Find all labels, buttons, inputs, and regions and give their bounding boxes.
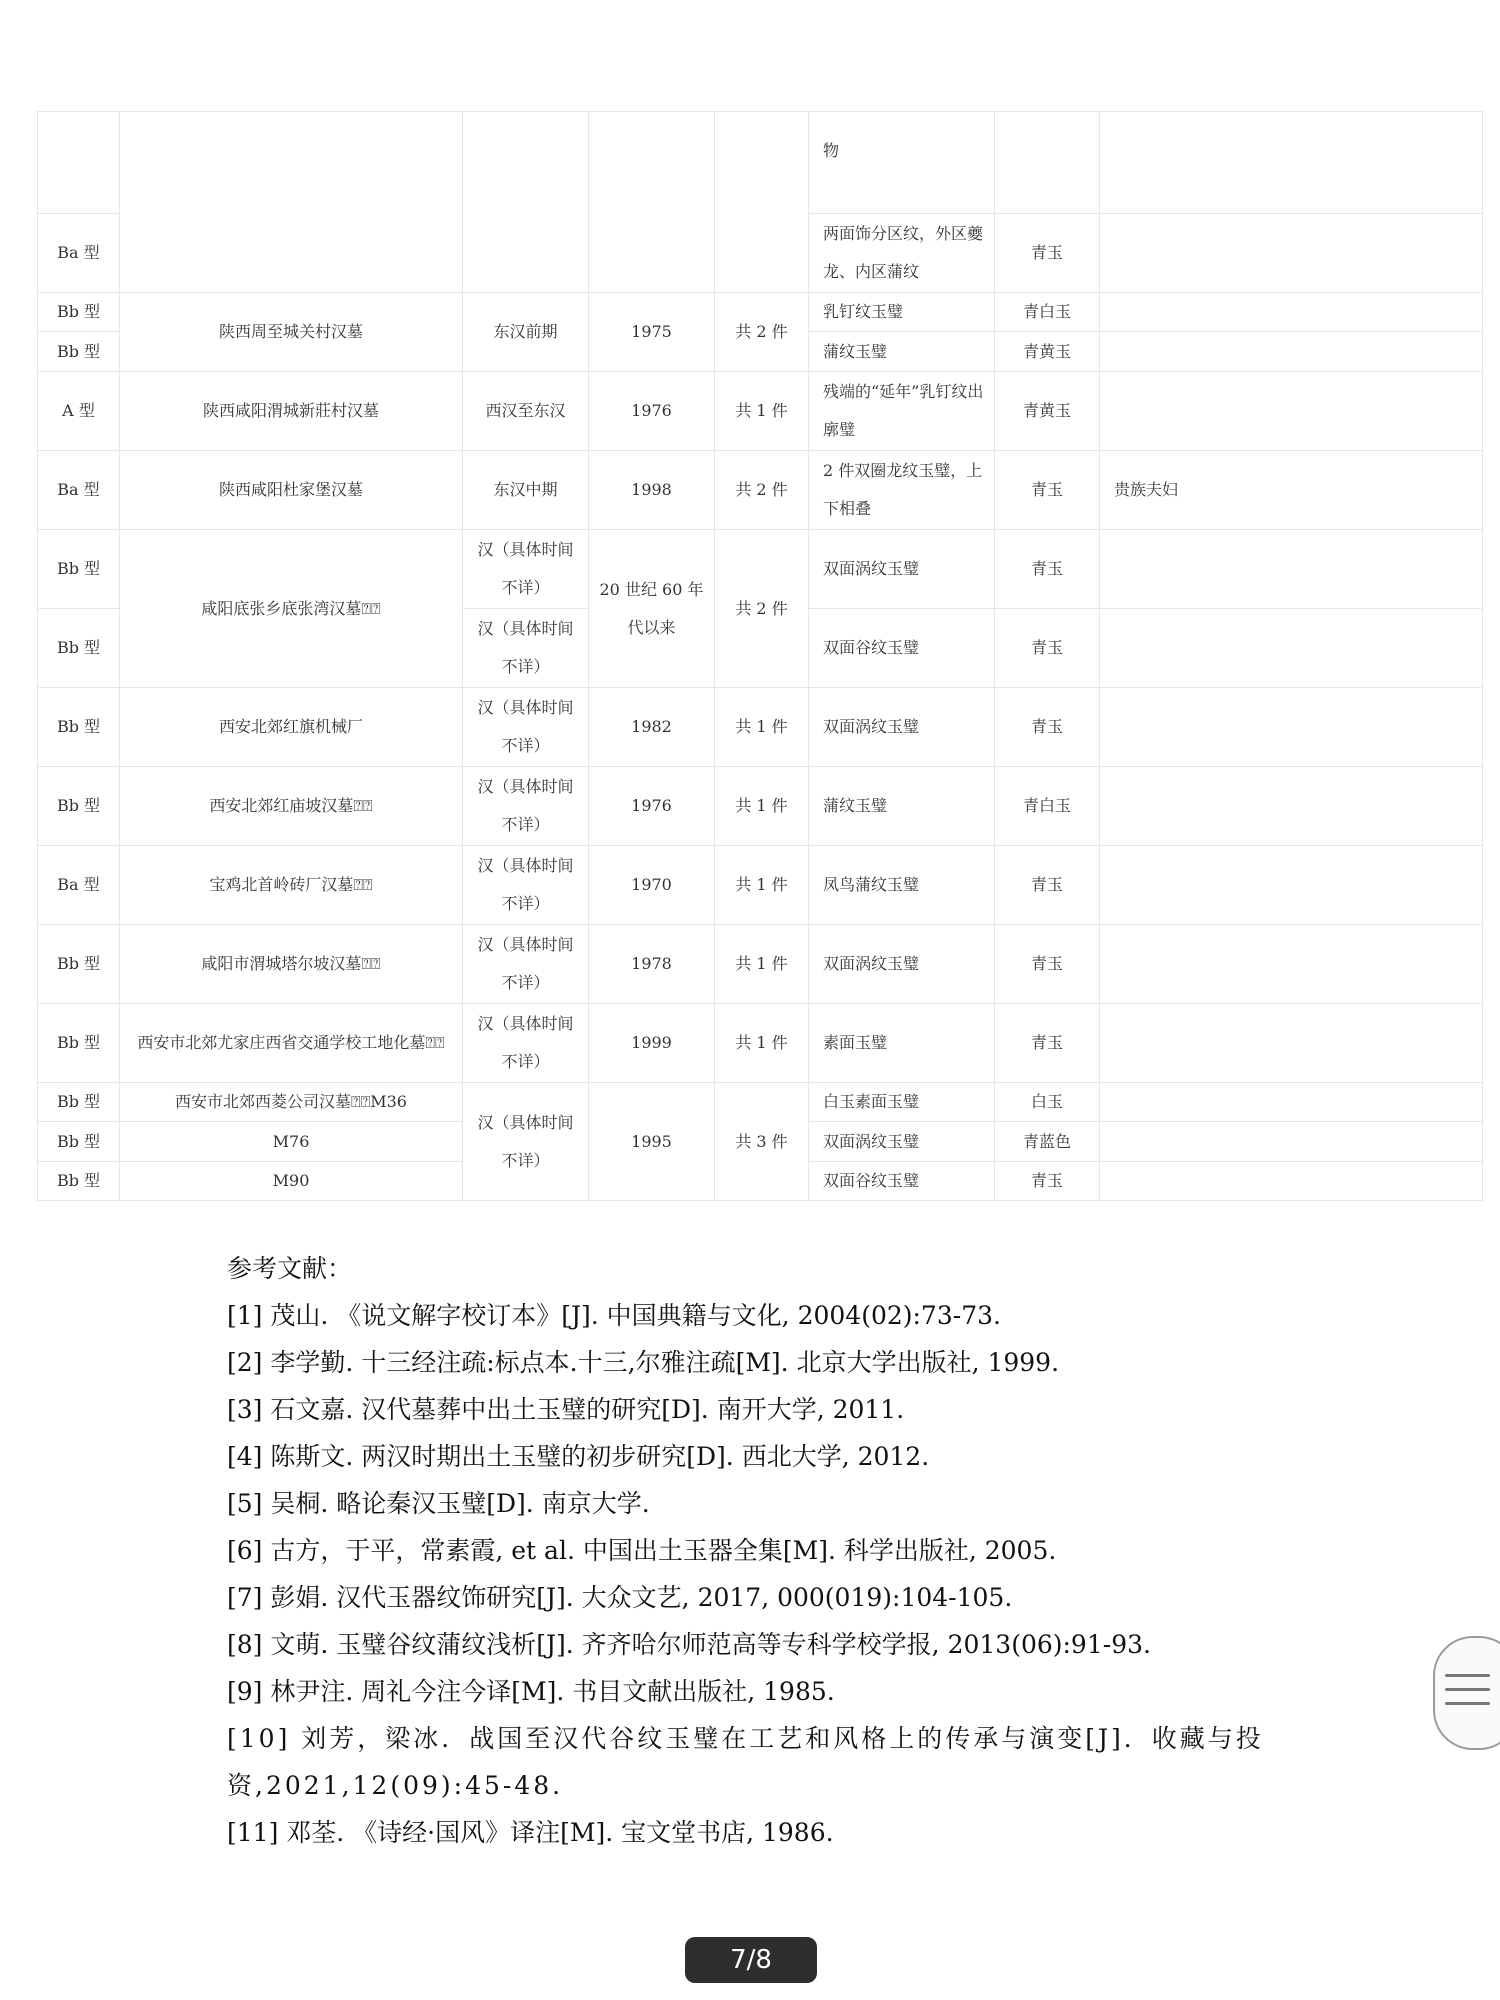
note-cell	[1100, 767, 1483, 846]
material-cell	[995, 112, 1100, 214]
count-cell: 共 1 件	[715, 925, 809, 1004]
count-cell: 共 2 件	[715, 451, 809, 530]
desc-cell: 双面谷纹玉璧	[809, 609, 995, 688]
year-cell: 1982	[589, 688, 715, 767]
year-cell: 1975	[589, 293, 715, 372]
note-cell	[1100, 112, 1483, 214]
material-cell: 青黄玉	[995, 372, 1100, 451]
count-cell: 共 2 件	[715, 293, 809, 372]
note-cell	[1100, 1004, 1483, 1083]
year-cell: 20 世纪 60 年代以来	[589, 530, 715, 688]
type-cell: Bb 型	[38, 332, 120, 372]
material-cell: 青黄玉	[995, 332, 1100, 372]
type-cell	[38, 112, 120, 214]
material-cell: 青蓝色	[995, 1122, 1100, 1162]
material-cell: 青玉	[995, 846, 1100, 925]
desc-cell: 双面涡纹玉璧	[809, 925, 995, 1004]
material-cell: 青玉	[995, 451, 1100, 530]
desc-cell: 乳钉纹玉璧	[809, 293, 995, 332]
table-row	[38, 1083, 1483, 1122]
period-cell: 东汉前期	[463, 293, 589, 372]
note-cell	[1100, 609, 1483, 688]
type-cell: A 型	[38, 372, 120, 451]
site-cell: 西安北郊红旗机械厂	[120, 688, 463, 767]
desc-cell: 双面谷纹玉璧	[809, 1162, 995, 1201]
material-cell: 青玉	[995, 214, 1100, 293]
reference-item: [8] 文萌. 玉璧谷纹蒲纹浅析[J]. 齐齐哈尔师范高等专科学校学报, 2013(06):91-93.	[227, 1630, 1151, 1659]
type-cell: Ba 型	[38, 846, 120, 925]
table-row	[38, 293, 1483, 332]
site-cell: 咸阳底张乡底张湾汉墓⍰⍰	[120, 530, 463, 688]
note-cell	[1100, 214, 1483, 293]
desc-cell: 两面饰分区纹，外区夔龙、内区蒲纹	[809, 214, 995, 293]
desc-cell: 双面涡纹玉璧	[809, 530, 995, 609]
menu-line	[1445, 1674, 1490, 1677]
type-cell: Ba 型	[38, 214, 120, 293]
period-cell	[463, 112, 589, 293]
type-cell: Bb 型	[38, 1162, 120, 1201]
material-cell: 青白玉	[995, 767, 1100, 846]
material-cell: 青玉	[995, 1004, 1100, 1083]
note-cell	[1100, 293, 1483, 332]
type-cell: Ba 型	[38, 451, 120, 530]
site-cell: M76	[120, 1122, 463, 1162]
desc-cell: 物	[809, 112, 995, 214]
period-cell: 西汉至东汉	[463, 372, 589, 451]
count-cell	[715, 112, 809, 293]
references-heading: 参考文献：	[227, 1254, 353, 1283]
desc-cell: 2 件双圈龙纹玉璧，上下相叠	[809, 451, 995, 530]
period-cell: 汉（具体时间不详）	[463, 925, 589, 1004]
table-row	[38, 530, 1483, 609]
material-cell: 白玉	[995, 1083, 1100, 1122]
period-cell: 汉（具体时间不详）	[463, 530, 589, 609]
desc-cell: 残端的“延年”乳钉纹出廓璧	[809, 372, 995, 451]
type-cell: Bb 型	[38, 925, 120, 1004]
note-cell	[1100, 1122, 1483, 1162]
count-cell: 共 1 件	[715, 372, 809, 451]
references-section	[227, 1245, 1287, 1856]
type-cell: Bb 型	[38, 1083, 120, 1122]
menu-lines-icon[interactable]	[1433, 1636, 1500, 1750]
note-cell	[1100, 1162, 1483, 1201]
desc-cell: 蒲纹玉璧	[809, 332, 995, 372]
note-cell	[1100, 332, 1483, 372]
type-cell: Bb 型	[38, 1122, 120, 1162]
type-cell: Bb 型	[38, 767, 120, 846]
reference-item: [11] 邓荃. 《诗经·国风》译注[M]. 宝文堂书店, 1986.	[227, 1818, 834, 1847]
reference-item: [7] 彭娟. 汉代玉器纹饰研究[J]. 大众文艺, 2017, 000(019):104-105.	[227, 1583, 1013, 1612]
menu-line	[1445, 1688, 1490, 1691]
material-cell: 青白玉	[995, 293, 1100, 332]
table-row	[38, 767, 1483, 846]
table-row	[38, 688, 1483, 767]
year-cell: 1976	[589, 372, 715, 451]
reference-item: [6] 古方，于平，常素霞, et al. 中国出土玉器全集[M]. 科学出版社, 2005.	[227, 1536, 1057, 1565]
site-cell: 陕西咸阳渭城新莊村汉墓	[120, 372, 463, 451]
desc-cell: 凤鸟蒲纹玉璧	[809, 846, 995, 925]
menu-line	[1445, 1702, 1490, 1705]
year-cell: 1995	[589, 1083, 715, 1201]
reference-item: [1] 茂山. 《说文解字校订本》[J]. 中国典籍与文化, 2004(02):73-73.	[227, 1301, 1001, 1330]
year-cell: 1998	[589, 451, 715, 530]
note-cell	[1100, 688, 1483, 767]
desc-cell: 白玉素面玉璧	[809, 1083, 995, 1122]
type-cell: Bb 型	[38, 1004, 120, 1083]
material-cell: 青玉	[995, 1162, 1100, 1201]
type-cell: Bb 型	[38, 293, 120, 332]
material-cell: 青玉	[995, 688, 1100, 767]
count-cell: 共 1 件	[715, 846, 809, 925]
period-cell: 汉（具体时间不详）	[463, 1083, 589, 1201]
count-cell: 共 2 件	[715, 530, 809, 688]
period-cell: 汉（具体时间不详）	[463, 1004, 589, 1083]
desc-cell: 双面涡纹玉璧	[809, 1122, 995, 1162]
table-row	[38, 846, 1483, 925]
note-cell	[1100, 530, 1483, 609]
count-cell: 共 1 件	[715, 1004, 809, 1083]
site-cell: M90	[120, 1162, 463, 1201]
site-cell: 陕西咸阳杜家堡汉墓	[120, 451, 463, 530]
note-cell	[1100, 925, 1483, 1004]
material-cell: 青玉	[995, 609, 1100, 688]
relic-table	[37, 111, 1483, 1201]
reference-item: [10] 刘芳，梁冰．战国至汉代谷纹玉璧在工艺和风格上的传承与演变[J]．收藏与投资,2021,12(09):45-48.	[227, 1724, 1264, 1800]
year-cell: 1978	[589, 925, 715, 1004]
count-cell: 共 1 件	[715, 767, 809, 846]
page-indicator: 7/8	[685, 1937, 817, 1983]
note-cell	[1100, 1083, 1483, 1122]
site-cell: 西安北郊红庙坡汉墓⍰⍰	[120, 767, 463, 846]
material-cell: 青玉	[995, 925, 1100, 1004]
year-cell	[589, 112, 715, 293]
note-cell	[1100, 846, 1483, 925]
count-cell: 共 3 件	[715, 1083, 809, 1201]
period-cell: 汉（具体时间不详）	[463, 846, 589, 925]
table-row	[38, 925, 1483, 1004]
reference-item: [9] 林尹注. 周礼今注今译[M]. 书目文献出版社, 1985.	[227, 1677, 835, 1706]
site-cell: 咸阳市渭城塔尔坡汉墓⍰⍰	[120, 925, 463, 1004]
desc-cell: 双面涡纹玉璧	[809, 688, 995, 767]
reference-item: [3] 石文嘉. 汉代墓葬中出土玉璧的研究[D]. 南开大学, 2011.	[227, 1395, 905, 1424]
period-cell: 汉（具体时间不详）	[463, 688, 589, 767]
note-cell	[1100, 372, 1483, 451]
reference-item: [2] 李学勤. 十三经注疏:标点本.十三,尔雅注疏[M]. 北京大学出版社, 1999.	[227, 1348, 1060, 1377]
type-cell: Bb 型	[38, 609, 120, 688]
site-cell	[120, 112, 463, 293]
period-cell: 汉（具体时间不详）	[463, 767, 589, 846]
count-cell: 共 1 件	[715, 688, 809, 767]
type-cell: Bb 型	[38, 530, 120, 609]
year-cell: 1976	[589, 767, 715, 846]
desc-cell: 蒲纹玉璧	[809, 767, 995, 846]
year-cell: 1970	[589, 846, 715, 925]
material-cell: 青玉	[995, 530, 1100, 609]
reference-item: [5] 吴桐. 略论秦汉玉璧[D]. 南京大学.	[227, 1489, 650, 1518]
type-cell: Bb 型	[38, 688, 120, 767]
site-cell: 西安市北郊西菱公司汉墓⍰⍰M36	[120, 1083, 463, 1122]
reference-item: [4] 陈斯文. 两汉时期出土玉璧的初步研究[D]. 西北大学, 2012.	[227, 1442, 930, 1471]
year-cell: 1999	[589, 1004, 715, 1083]
site-cell: 西安市北郊尤家庄西省交通学校工地化墓⍰⍰	[120, 1004, 463, 1083]
site-cell: 宝鸡北首岭砖厂汉墓⍰⍰	[120, 846, 463, 925]
site-cell: 陕西周至城关村汉墓	[120, 293, 463, 372]
table-row	[38, 1004, 1483, 1083]
period-cell: 东汉中期	[463, 451, 589, 530]
table-row	[38, 112, 1483, 214]
table-row	[38, 372, 1483, 451]
desc-cell: 素面玉璧	[809, 1004, 995, 1083]
table-row	[38, 451, 1483, 530]
note-cell: 贵族夫妇	[1100, 451, 1483, 530]
period-cell: 汉（具体时间不详）	[463, 609, 589, 688]
